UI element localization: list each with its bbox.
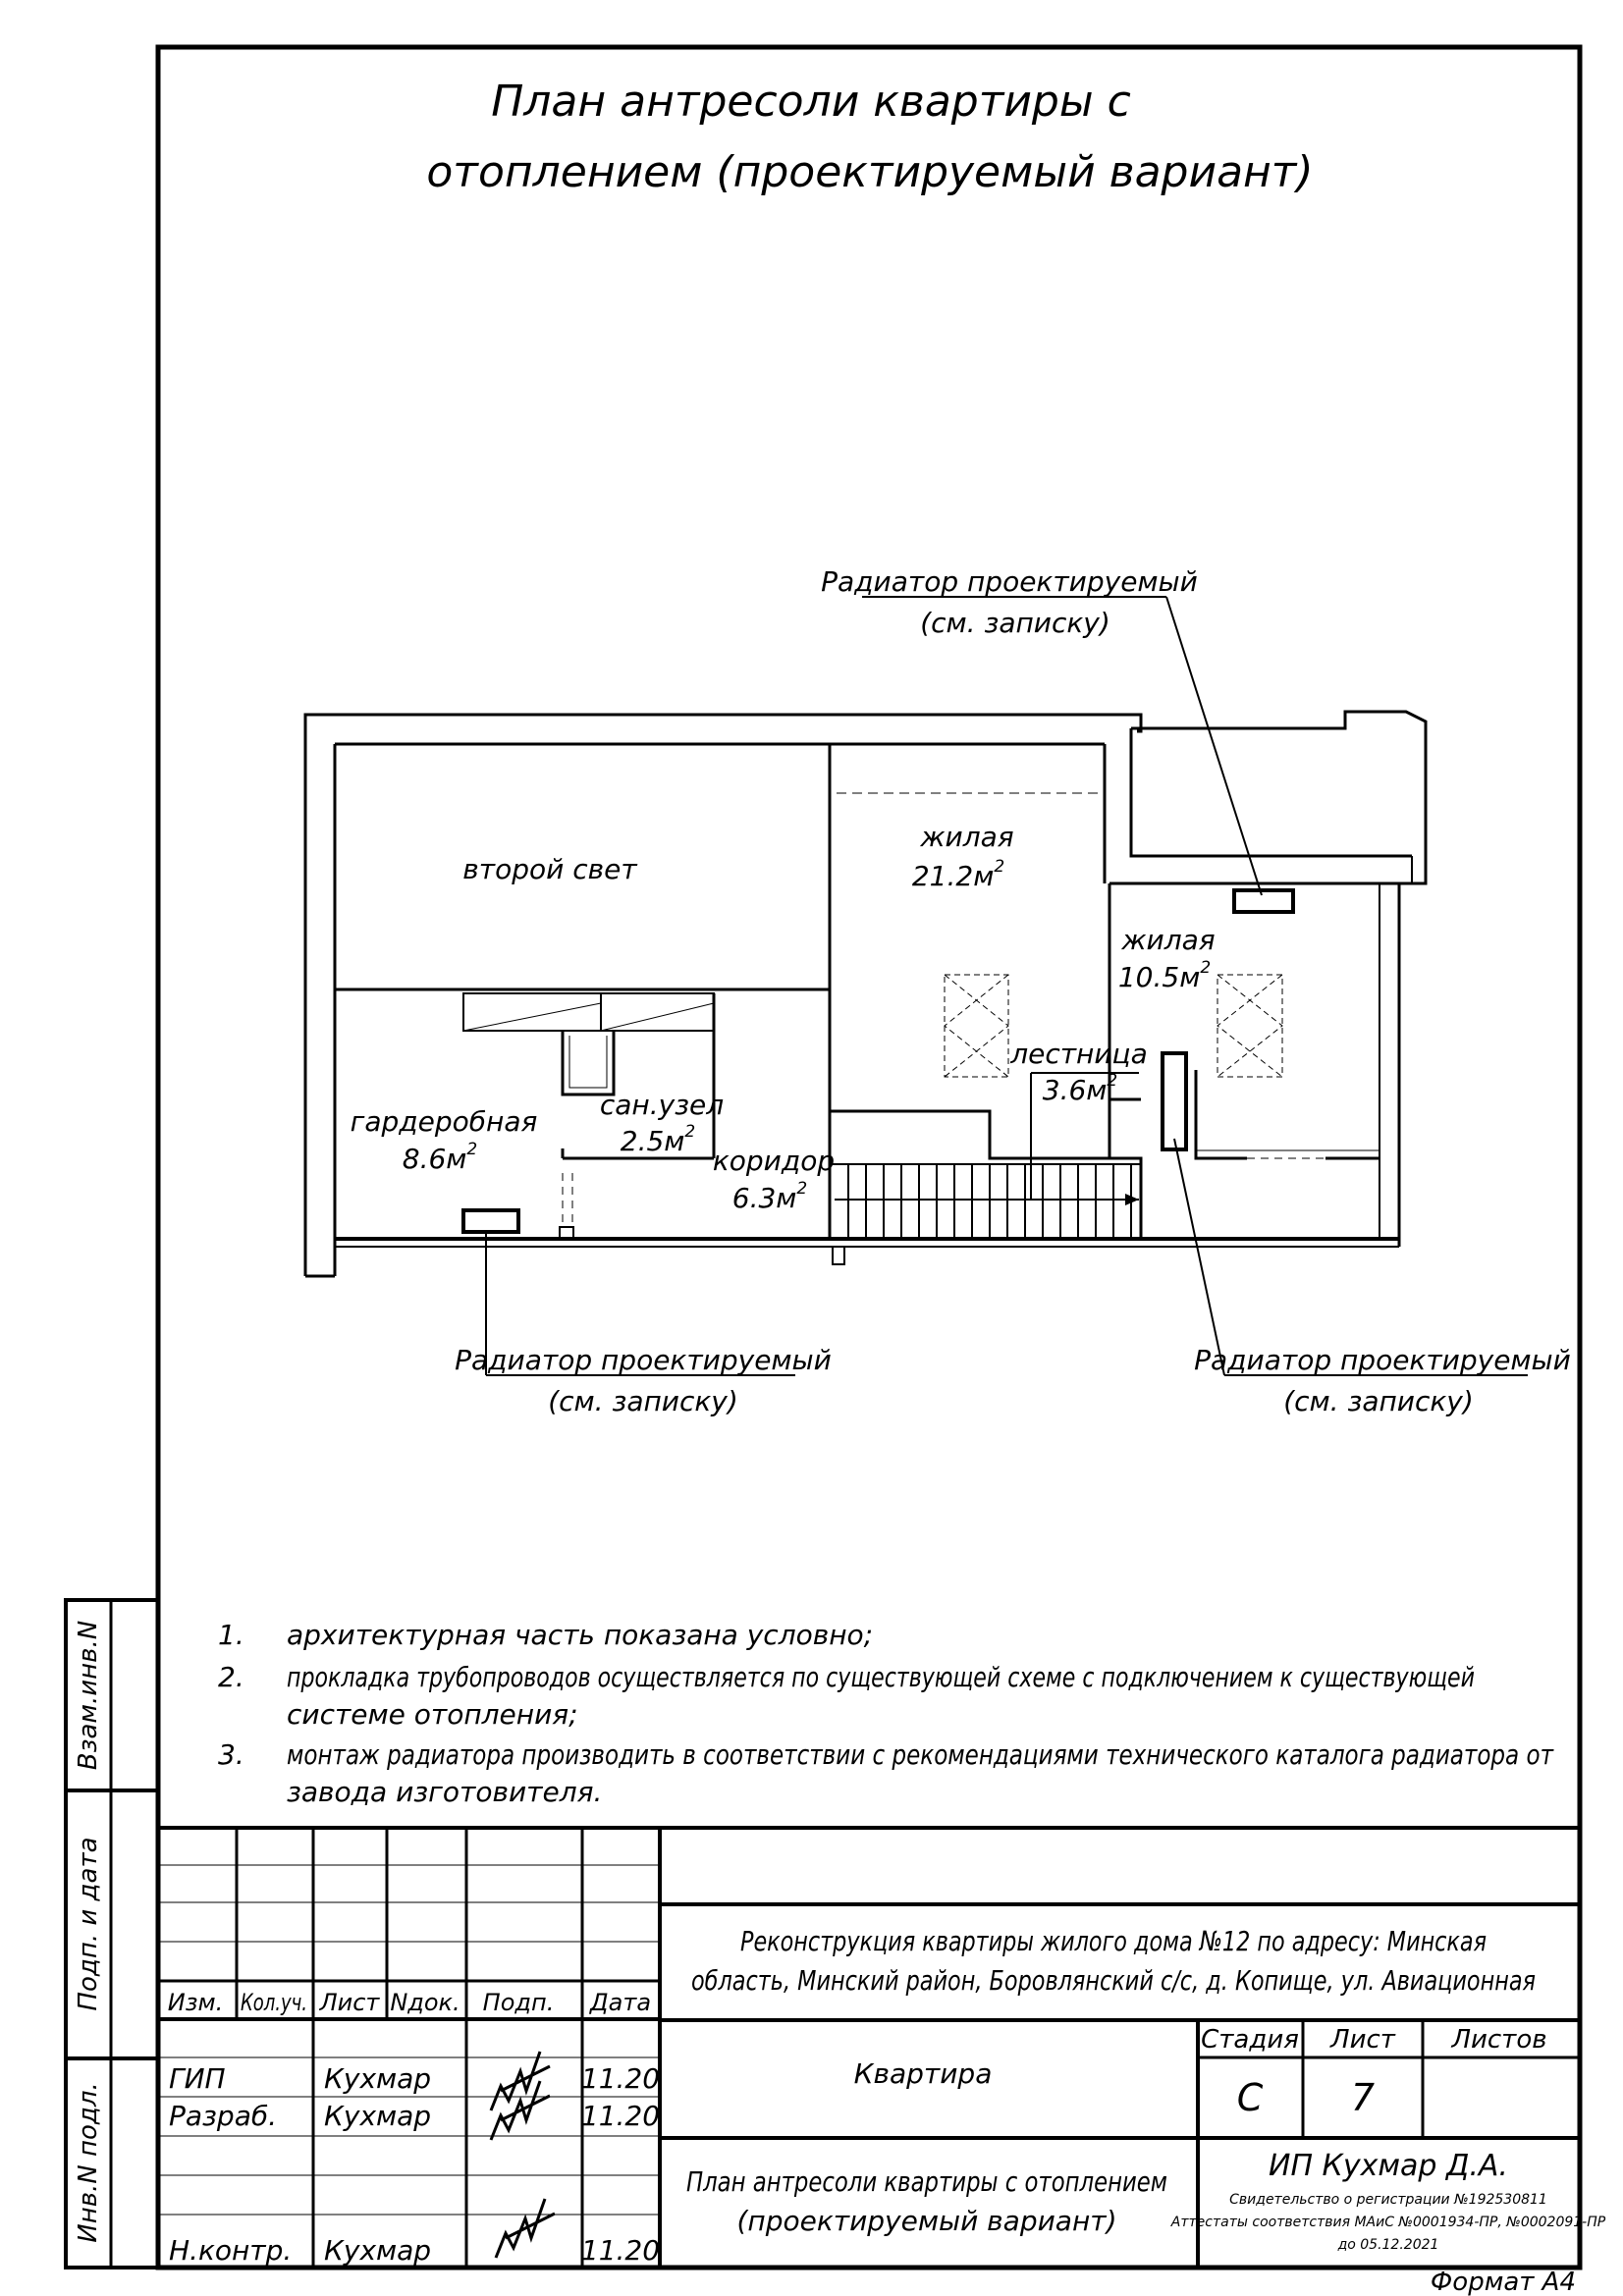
signer-3-name: Кухмар bbox=[324, 2234, 432, 2267]
signer-1-name: Кухмар bbox=[324, 2062, 432, 2095]
room-stair-name: лестница bbox=[1010, 1038, 1148, 1070]
note-2-number: 2. bbox=[218, 1661, 244, 1693]
note-2-line-2: системе отопления; bbox=[287, 1698, 578, 1731]
title-line-1: План антресоли квартиры с bbox=[491, 77, 1131, 127]
sheet-title-line-2: (проектируемый вариант) bbox=[736, 2205, 1117, 2237]
stage-value: С bbox=[1236, 2076, 1264, 2119]
signer-3-role: Н.контр. bbox=[169, 2234, 293, 2267]
room-living-1-area: $21.2м^2$ bbox=[911, 857, 1005, 892]
outer-wall-top bbox=[305, 715, 1141, 1276]
signer-2-name: Кухмар bbox=[324, 2100, 432, 2132]
sheet-title-line-1: План антресоли квартиры с отоплением bbox=[686, 2165, 1167, 2198]
callout-lower-right bbox=[1174, 1139, 1571, 1417]
radiator-upper bbox=[1234, 890, 1293, 912]
header-doc-number: Nдок. bbox=[390, 1989, 460, 2016]
room-living-1-name: жилая bbox=[920, 821, 1014, 853]
note-1-line-1: архитектурная часть показана условно; bbox=[287, 1619, 874, 1651]
bathroom-walls bbox=[563, 1031, 614, 1095]
room-wardrobe-area: $8.6м^2$ bbox=[402, 1140, 478, 1175]
header-date: Дата bbox=[589, 1989, 652, 2016]
signer-2-date: 11.20 bbox=[580, 2100, 661, 2132]
room-corridor-area: $6.3м^2$ bbox=[731, 1179, 808, 1214]
room-living-2-area: $10.5м^2$ bbox=[1117, 958, 1212, 993]
side-label-original-inventory: Инв.N подл. bbox=[74, 2082, 103, 2243]
sheets-label: Листов bbox=[1451, 2025, 1547, 2055]
sheet-value: 7 bbox=[1350, 2076, 1376, 2119]
callout-upper-label: Радиатор проектируемый bbox=[821, 565, 1198, 598]
title-block bbox=[158, 1828, 1606, 2268]
floor-plan bbox=[305, 712, 1426, 1276]
callout-right-label: Радиатор проектируемый bbox=[1194, 1344, 1571, 1376]
object-name: Квартира bbox=[853, 2057, 993, 2090]
signer-2-role: Разраб. bbox=[169, 2100, 278, 2132]
company-cert-3: до 05.12.2021 bbox=[1337, 2237, 1439, 2253]
company-cert-2: Аттестаты соответствия МАиС №0001934-ПР, №0002091-ПР bbox=[1170, 2215, 1606, 2230]
header-sheet: Лист bbox=[319, 1989, 380, 2016]
callout-upper bbox=[821, 565, 1262, 895]
signer-1-role: ГИП bbox=[169, 2062, 226, 2095]
room-living-2-name: жилая bbox=[1121, 924, 1216, 956]
callout-left-label: Радиатор проектируемый bbox=[455, 1344, 832, 1376]
side-stamp bbox=[74, 1621, 103, 2243]
signer-1-date: 11.20 bbox=[580, 2062, 661, 2095]
room-second-light: второй свет bbox=[462, 853, 637, 885]
stage-label: Стадия bbox=[1201, 2025, 1299, 2055]
side-label-replacement: Взам.инв.N bbox=[74, 1620, 103, 1771]
skylight-right bbox=[1217, 975, 1282, 1077]
room-wardrobe-name: гардеробная bbox=[350, 1105, 538, 1138]
right-block bbox=[1131, 712, 1426, 883]
header-revision: Изм. bbox=[167, 1989, 224, 2016]
project-line-1: Реконструкция квартиры жилого дома №12 по адресу: Минская bbox=[740, 1925, 1487, 1957]
company-name: ИП Кухмар Д.А. bbox=[1269, 2149, 1508, 2183]
stair bbox=[830, 1111, 1141, 1239]
project-line-2: область, Минский район, Боровлянский с/с, д. Копище, ул. Авиационная bbox=[691, 1964, 1536, 1997]
callout-left-note: (см. записку) bbox=[548, 1385, 738, 1417]
header-signature: Подп. bbox=[482, 1989, 555, 2016]
note-3-line-1: монтаж радиатора производить в соответствии с рекомендациями технического каталога радиатора от bbox=[287, 1738, 1554, 1771]
skylight-left bbox=[945, 975, 1008, 1077]
sheet-label: Лист bbox=[1330, 2025, 1395, 2055]
callout-right-note: (см. записку) bbox=[1283, 1385, 1474, 1417]
room-bathroom-area: $2.5м^2$ bbox=[620, 1122, 696, 1157]
signer-3-date: 11.20 bbox=[580, 2234, 661, 2267]
general-notes bbox=[218, 1619, 1554, 1808]
company-cert-1: Свидетельство о регистрации №192530811 bbox=[1229, 2192, 1547, 2208]
callout-lower-left bbox=[455, 1232, 832, 1417]
signature-3 bbox=[496, 2199, 555, 2258]
drawing-title bbox=[426, 77, 1313, 197]
note-3-number: 3. bbox=[218, 1738, 244, 1771]
title-line-2: отоплением (проектируемый вариант) bbox=[426, 147, 1314, 197]
paper-format: Формат А4 bbox=[1430, 2268, 1576, 2296]
side-label-signature-date: Подп. и дата bbox=[74, 1837, 103, 2011]
note-2-line-1: прокладка трубопроводов осуществляется по существующей схеме с подключением к существующей bbox=[287, 1661, 1475, 1693]
radiator-stair bbox=[1163, 1053, 1186, 1149]
room-bathroom-name: сан.узел bbox=[599, 1089, 725, 1121]
radiator-lower-left bbox=[463, 1210, 518, 1232]
room-corridor-name: коридор bbox=[712, 1145, 836, 1177]
note-1-number: 1. bbox=[218, 1619, 244, 1651]
callout-upper-note: (см. записку) bbox=[920, 607, 1110, 639]
room-stair-area: $3.6м^2$ bbox=[1042, 1071, 1118, 1106]
header-count: Кол.уч. bbox=[241, 1989, 307, 2016]
note-3-line-2: завода изготовителя. bbox=[287, 1776, 603, 1808]
